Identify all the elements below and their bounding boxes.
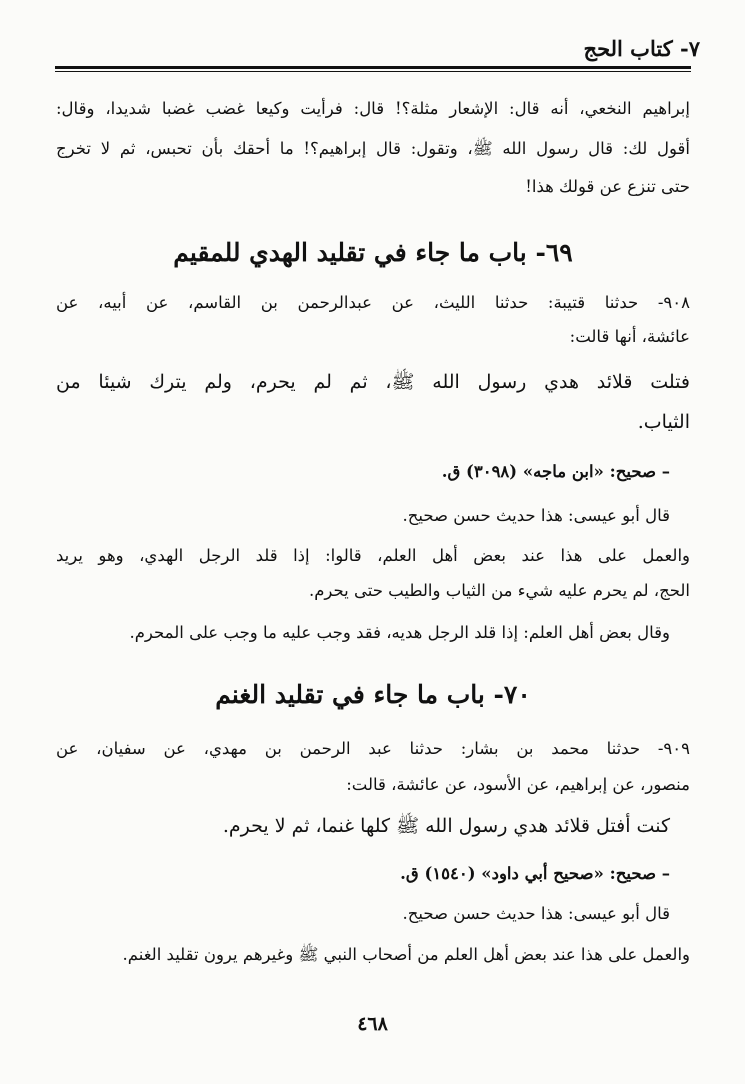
isnad-line: ٩٠٩- حدثنا محمد بن بشار: حدثنا عبد الرحمن بن مهدي، عن سفيان، عن [56, 739, 690, 758]
chapter-heading: ٧٠- باب ما جاء في تقليد الغنم [215, 680, 531, 709]
text-line: أقول لك: قال رسول الله ﷺ، وتقول: قال إبراهيم؟! ما أحقك بأن تحبس، ثم لا تخرج [56, 139, 690, 158]
matn-line: فتلت قلائد هدي رسول الله ﷺ، ثم لم يحرم، ولم يترك شيئا من [56, 371, 690, 393]
isnad-line: ٩٠٨- حدثنا قتيبة: حدثنا الليث، عن عبدالرحمن بن القاسم، عن أبيه، عن [56, 293, 690, 312]
isnad-line: عائشة، أنها قالت: [569, 327, 690, 346]
abu-isa-note: قال أبو عيسى: هذا حديث حسن صحيح. [402, 904, 670, 923]
text-line: الحج، لم يحرم عليه شيء من الثياب والطيب حتى يحرم. [308, 581, 690, 600]
matn-line: الثياب. [637, 411, 690, 433]
hadith-grade: – صحيح: «ابن ماجه» (٣٠٩٨) ق. [441, 462, 670, 481]
text-line: والعمل على هذا عند بعض أهل العلم، قالوا: إذا قلد الرجل الهدي، وهو يريد [56, 546, 690, 565]
header-rule-thin [55, 71, 691, 72]
header-rule [55, 66, 691, 69]
text-line: إبراهيم النخعي، أنه قال: الإشعار مثلة؟! قال: فرأيت وكيعا غضب غضبا شديدا، وقال: [56, 99, 690, 118]
matn-line: كنت أفتل قلائد هدي رسول الله ﷺ كلها غنما، ثم لا يحرم. [222, 815, 670, 837]
isnad-line: منصور، عن إبراهيم، عن الأسود، عن عائشة، قالت: [346, 775, 690, 794]
hadith-grade: – صحيح: «صحيح أبي داود» (١٥٤٠) ق. [400, 864, 670, 883]
chapter-heading: ٦٩- باب ما جاء في تقليد الهدي للمقيم [173, 238, 573, 267]
text-line: وقال بعض أهل العلم: إذا قلد الرجل هديه، فقد وجب عليه ما وجب على المحرم. [129, 623, 670, 642]
abu-isa-note: قال أبو عيسى: هذا حديث حسن صحيح. [402, 506, 670, 525]
running-head: ٧- كتاب الحج [583, 36, 700, 61]
page-number: ٤٦٨ [357, 1013, 388, 1035]
text-line: والعمل على هذا عند بعض أهل العلم من أصحاب النبي ﷺ وغيرهم يرون تقليد الغنم. [122, 945, 690, 964]
text-line: حتى تنزع عن قولك هذا! [525, 177, 690, 196]
